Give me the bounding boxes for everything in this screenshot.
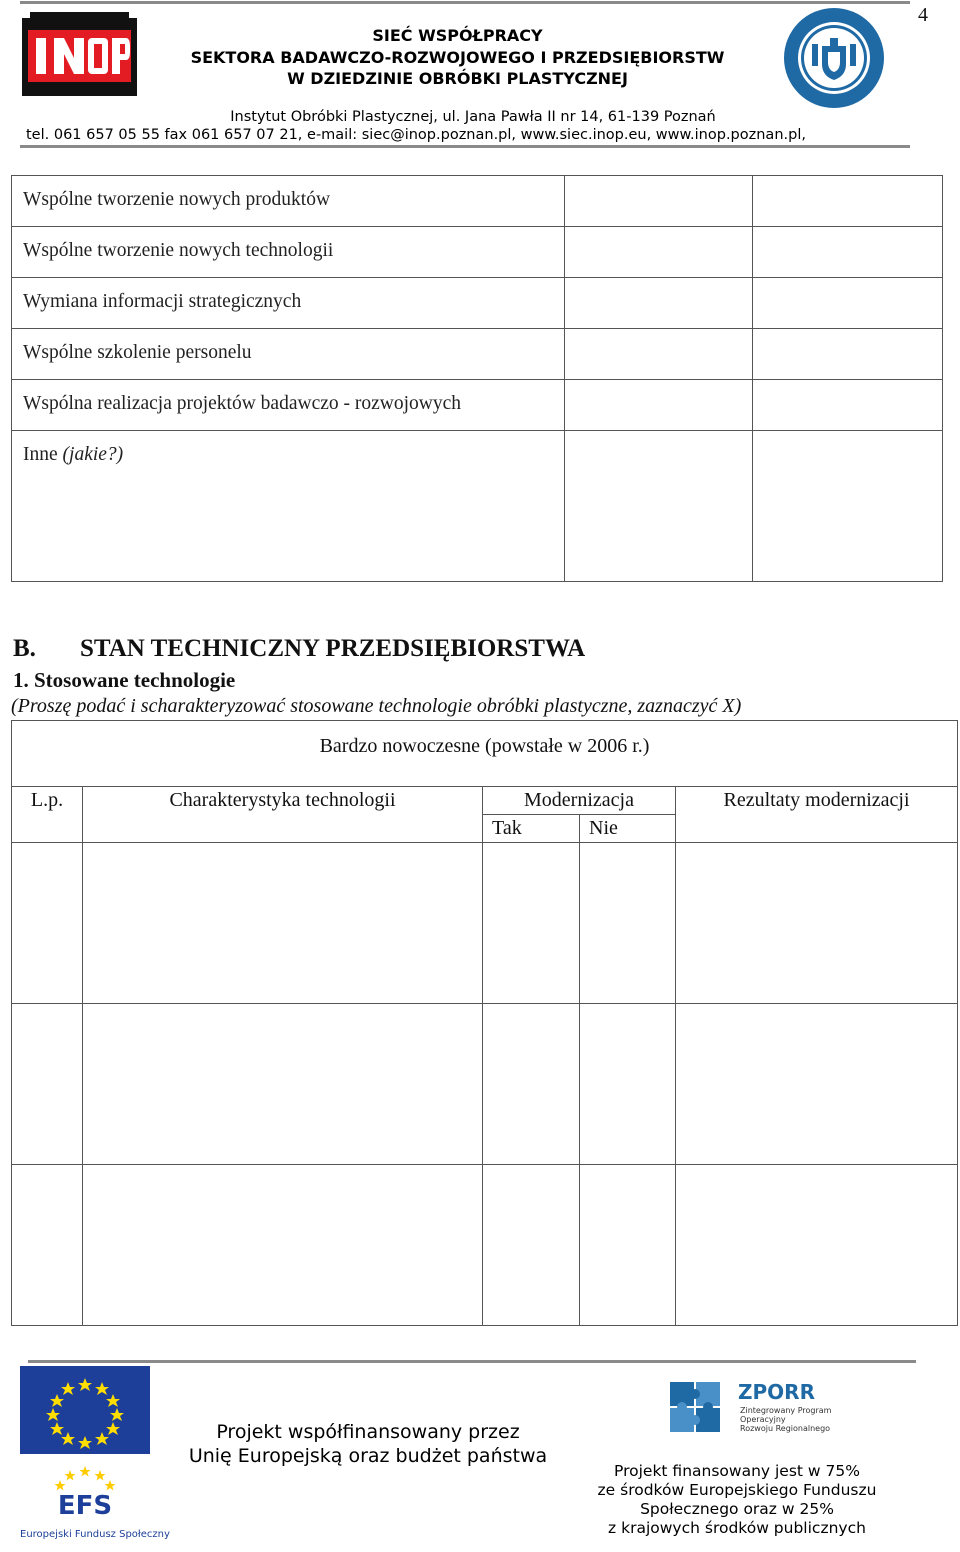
row-label: Wymiana informacji strategicznych bbox=[12, 278, 565, 329]
group-header-row bbox=[12, 721, 958, 787]
header-bottom-rule bbox=[20, 145, 910, 148]
table-row bbox=[12, 227, 943, 278]
header-title-line1: SIEĆ WSPÓŁPRACY bbox=[372, 26, 543, 45]
zporr-subtitle: Zintegrowany Program Operacyjny Rozwoju Regionalnego bbox=[740, 1406, 832, 1433]
footer-left-line1: Projekt współfinansowany przez bbox=[216, 1421, 520, 1443]
table-row bbox=[12, 1165, 958, 1326]
header-title-line2: SEKTORA BADAWCZO-ROZWOJOWEGO I PRZEDSIĘBIORSTW bbox=[190, 48, 725, 67]
nie-cell[interactable] bbox=[580, 1165, 676, 1326]
efs-emblem-icon bbox=[20, 1464, 150, 1520]
tak-cell[interactable] bbox=[483, 1004, 580, 1165]
zporr-title: ZPORR bbox=[738, 1380, 815, 1404]
zporr-logo bbox=[664, 1376, 832, 1446]
section-number: B. bbox=[13, 635, 36, 662]
table-row bbox=[12, 278, 943, 329]
table-row bbox=[12, 431, 943, 582]
svg-text:EFS: EFS bbox=[57, 1491, 113, 1520]
answer-cell[interactable] bbox=[753, 176, 943, 227]
row-label: Wspólne tworzenie nowych produktów bbox=[12, 176, 565, 227]
answer-cell[interactable] bbox=[565, 176, 753, 227]
result-cell[interactable] bbox=[676, 1165, 958, 1326]
section-title: STAN TECHNICZNY PRZEDSIĘBIORSTWA bbox=[80, 635, 586, 662]
header-title-line3: W DZIEDZINIE OBRÓBKI PLASTYCZNEJ bbox=[287, 69, 628, 88]
answer-cell[interactable] bbox=[753, 380, 943, 431]
table-row bbox=[12, 176, 943, 227]
technology-table bbox=[11, 720, 958, 1326]
col-result-header: Rezultaty modernizacji bbox=[676, 787, 958, 843]
char-cell[interactable] bbox=[83, 1165, 483, 1326]
footer-right-line3: Społecznego oraz w 25% bbox=[640, 1500, 834, 1518]
section-heading bbox=[13, 635, 585, 663]
subsection-heading: 1. Stosowane technologie bbox=[13, 668, 236, 692]
footer-right-line2: ze środków Europejskiego Funduszu bbox=[597, 1481, 877, 1499]
footer-right-line4: z krajowych środków publicznych bbox=[608, 1519, 866, 1537]
result-cell[interactable] bbox=[676, 843, 958, 1004]
instruction-note: (Proszę podać i scharakteryzować stosowane technologie obróbki plastyczne, zaznaczyć X) bbox=[11, 695, 742, 717]
eu-flag-icon bbox=[20, 1366, 150, 1454]
column-header-row bbox=[12, 787, 958, 815]
efs-caption: Europejski Fundusz Społeczny bbox=[20, 1529, 170, 1540]
result-cell[interactable] bbox=[676, 1004, 958, 1165]
efs-logo bbox=[20, 1464, 170, 1540]
other-hint: (jakie?) bbox=[62, 444, 124, 465]
group-header: Bardzo nowoczesne (powstałe w 2006 r.) bbox=[12, 721, 958, 787]
nie-cell[interactable] bbox=[580, 1004, 676, 1165]
col-mod-header: Modernizacja bbox=[483, 787, 676, 815]
answer-cell[interactable] bbox=[753, 431, 943, 582]
footer-rule bbox=[28, 1360, 916, 1363]
col-char-header: Charakterystyka technologii bbox=[83, 787, 483, 843]
char-cell[interactable] bbox=[83, 1004, 483, 1165]
lp-cell[interactable] bbox=[12, 843, 83, 1004]
header-top-rule bbox=[20, 1, 910, 4]
table-row bbox=[12, 380, 943, 431]
lp-cell[interactable] bbox=[12, 1004, 83, 1165]
puzzle-icon bbox=[664, 1376, 726, 1442]
row-label: Wspólne tworzenie nowych technologii bbox=[12, 227, 565, 278]
col-lp-header: L.p. bbox=[12, 787, 83, 843]
answer-cell[interactable] bbox=[565, 227, 753, 278]
lp-cell[interactable] bbox=[12, 1165, 83, 1326]
politechnika-poznanska-logo bbox=[782, 6, 886, 110]
inop-logo bbox=[22, 12, 137, 96]
answer-cell[interactable] bbox=[565, 431, 753, 582]
table-row bbox=[12, 329, 943, 380]
row-label: Wspólna realizacja projektów badawczo - rozwojowych bbox=[12, 380, 565, 431]
col-tak-header: Tak bbox=[483, 815, 580, 843]
other-label: Inne bbox=[23, 444, 63, 465]
footer-finance-text bbox=[580, 1462, 894, 1538]
answer-cell[interactable] bbox=[565, 278, 753, 329]
answer-cell[interactable] bbox=[753, 227, 943, 278]
table-row bbox=[12, 1004, 958, 1165]
footer-cofinance-text bbox=[168, 1420, 568, 1468]
page-number: 4 bbox=[918, 4, 928, 26]
row-label: Wspólne szkolenie personelu bbox=[12, 329, 565, 380]
answer-cell[interactable] bbox=[753, 329, 943, 380]
answer-cell[interactable] bbox=[565, 329, 753, 380]
tak-cell[interactable] bbox=[483, 1165, 580, 1326]
header-contact: tel. 061 657 05 55 fax 061 657 07 21, e-mail: siec@inop.poznan.pl, www.siec.inop.eu, www.inop.poznan.pl, bbox=[26, 127, 806, 143]
tak-cell[interactable] bbox=[483, 843, 580, 1004]
nie-cell[interactable] bbox=[580, 843, 676, 1004]
col-nie-header: Nie bbox=[580, 815, 676, 843]
row-label-other bbox=[12, 431, 565, 582]
answer-cell[interactable] bbox=[565, 380, 753, 431]
footer-right-line1: Projekt finansowany jest w 75% bbox=[614, 1462, 860, 1480]
char-cell[interactable] bbox=[83, 843, 483, 1004]
answer-cell[interactable] bbox=[753, 278, 943, 329]
cooperation-table bbox=[11, 175, 943, 582]
table-row bbox=[12, 843, 958, 1004]
footer-left-line2: Unię Europejską oraz budżet państwa bbox=[188, 1445, 548, 1467]
header-address: Instytut Obróbki Plastycznej, ul. Jana Pawła II nr 14, 61-139 Poznań bbox=[230, 109, 716, 125]
